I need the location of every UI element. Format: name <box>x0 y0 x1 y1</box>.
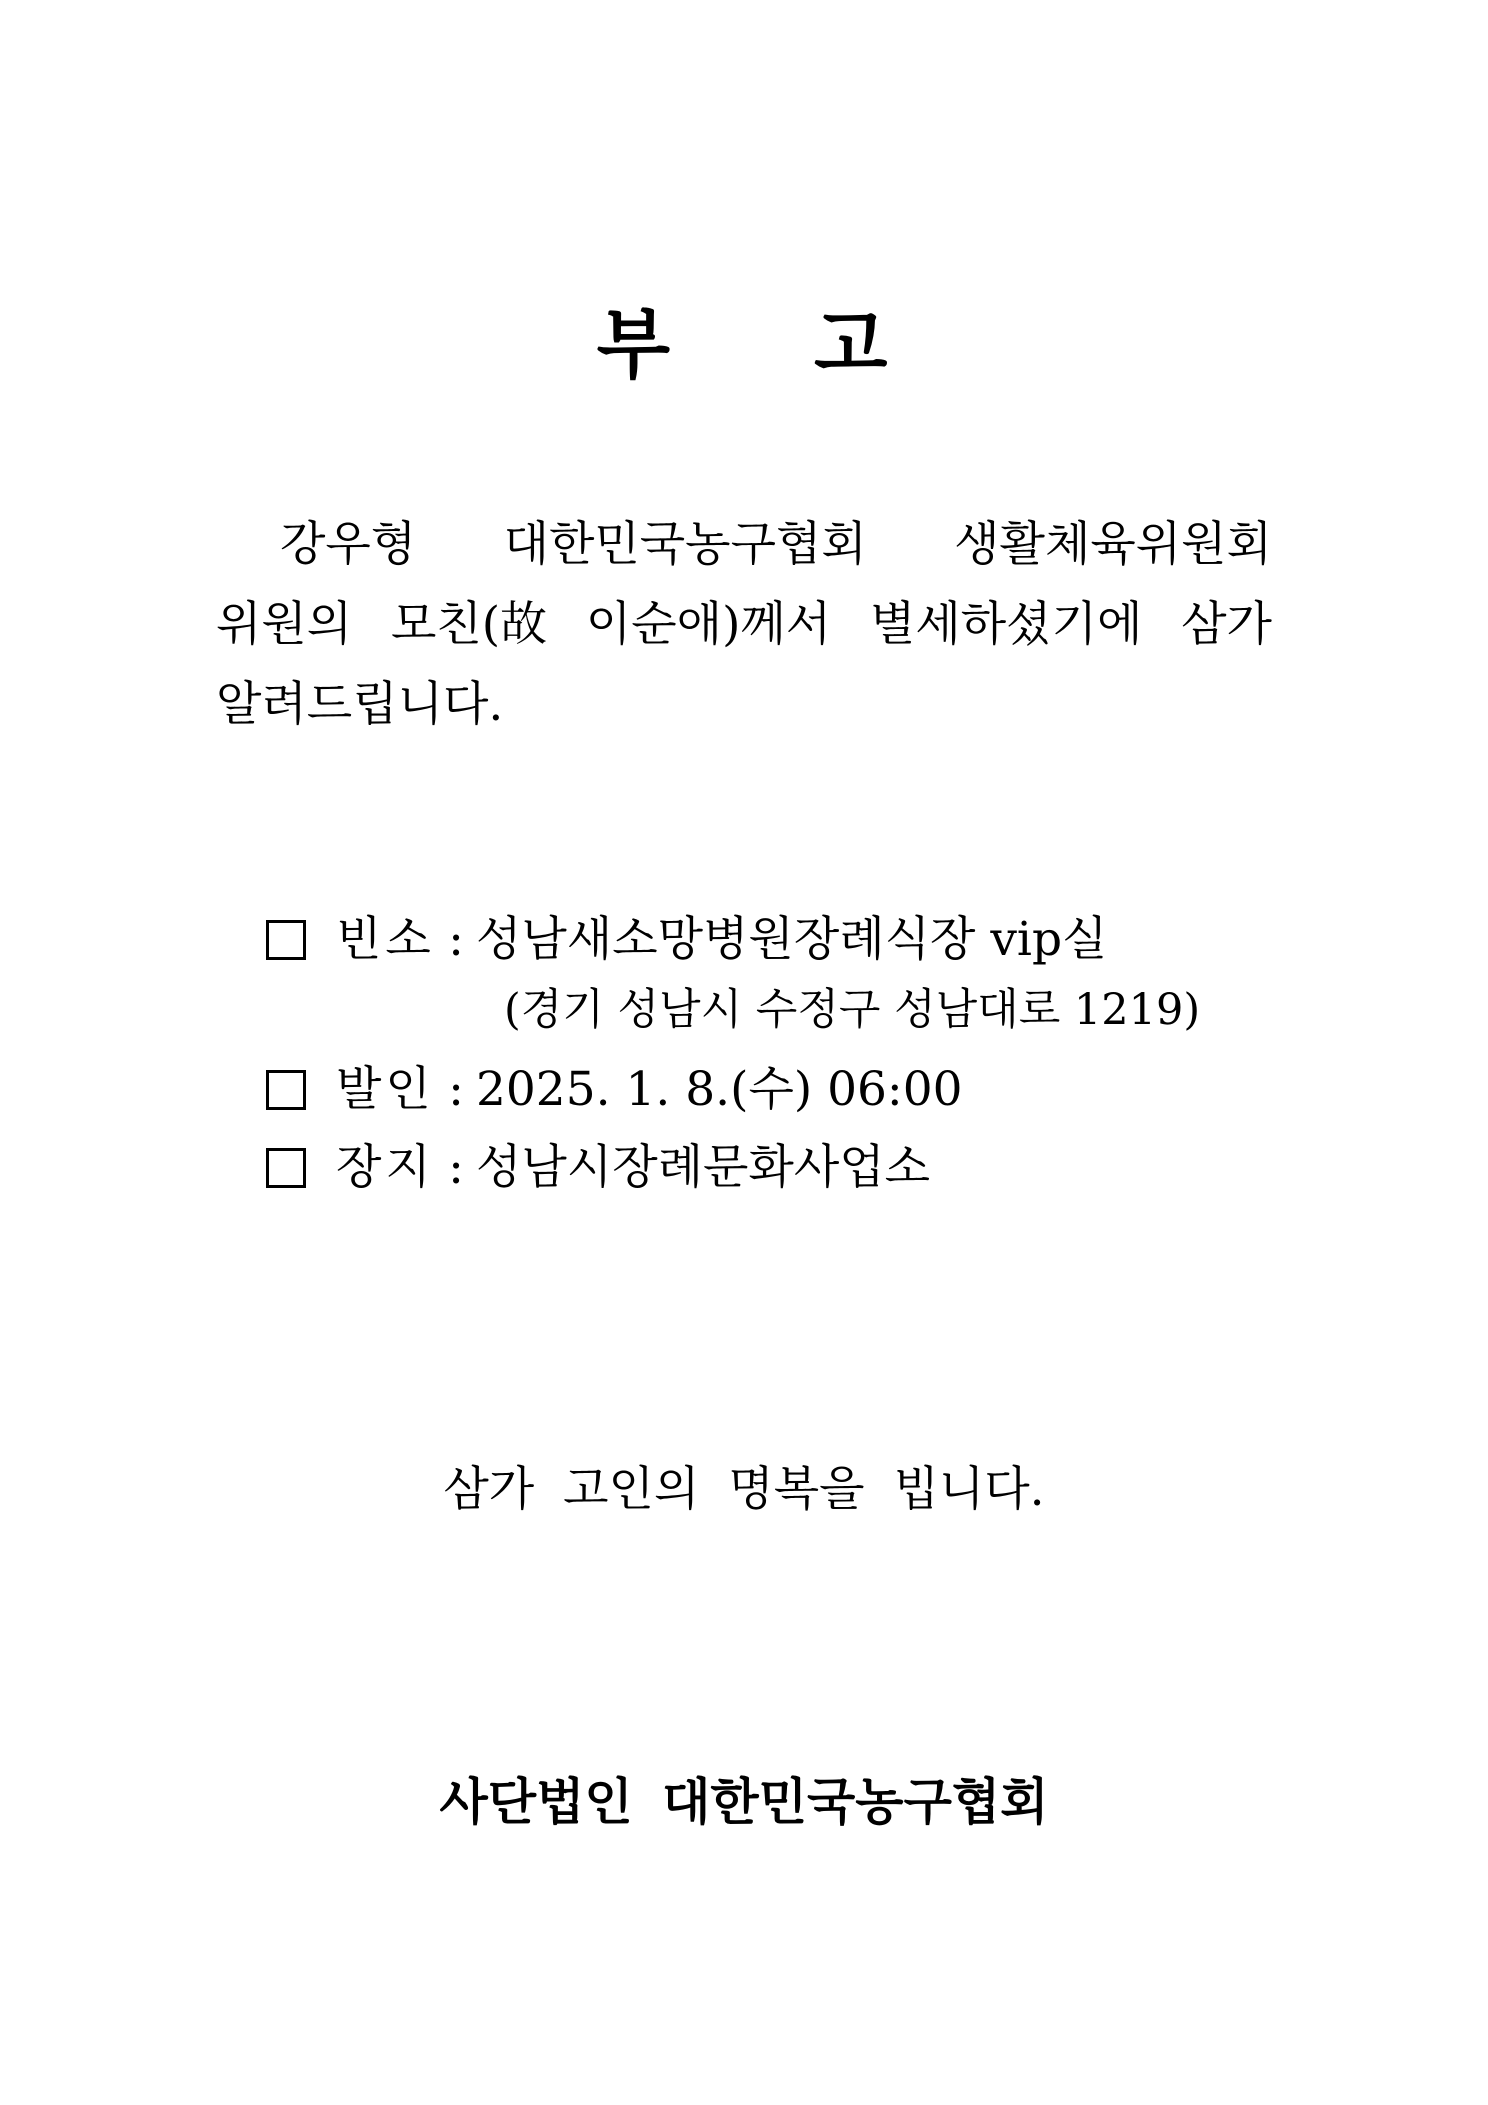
detail-colon: : <box>448 912 464 967</box>
detail-value: 성남시장례문화사업소 <box>476 1140 931 1195</box>
text-segment: 모친(故 <box>390 597 548 652</box>
detail-label: 빈소 <box>336 912 435 967</box>
detail-colon: : <box>448 1062 464 1117</box>
title-char-2: 고 <box>814 300 892 389</box>
paragraph-line-2 <box>216 595 1272 655</box>
detail-label: 발인 <box>336 1062 435 1117</box>
page-title <box>0 300 1488 390</box>
detail-address: (경기 성남시 수정구 성남대로 1219) <box>504 985 1201 1035</box>
checkbox-icon <box>266 920 306 960</box>
detail-label: 장지 <box>336 1140 435 1195</box>
text-segment: 이순애)께서 <box>585 597 832 652</box>
text-segment: 별세하셨기에 <box>869 597 1143 652</box>
detail-row-binso <box>266 910 1107 970</box>
text-segment: 삼가 <box>1181 597 1272 652</box>
detail-value: 2025. 1. 8.(수) 06:00 <box>476 1062 963 1117</box>
checkbox-icon <box>266 1148 306 1188</box>
text-segment: 위원의 <box>216 597 353 652</box>
detail-row-balin <box>266 1060 963 1120</box>
detail-row-jangji <box>266 1138 930 1198</box>
detail-value: 성남새소망병원장례식장 vip실 <box>476 912 1108 967</box>
text-segment: 생활체육위원회 <box>954 517 1272 572</box>
text-segment: 강우형 <box>280 517 417 572</box>
checkbox-icon <box>266 1070 306 1110</box>
title-char-1: 부 <box>596 300 674 389</box>
detail-colon: : <box>448 1140 464 1195</box>
organization-signature: 사단법인 대한민국농구협회 <box>439 1772 1049 1831</box>
paragraph-line-1 <box>216 515 1272 575</box>
paragraph-line-3: 알려드립니다. <box>216 677 504 732</box>
text-segment: 대한민국농구협회 <box>503 517 867 572</box>
condolence-message: 삼가 고인의 명복을 빕니다. <box>443 1462 1045 1517</box>
